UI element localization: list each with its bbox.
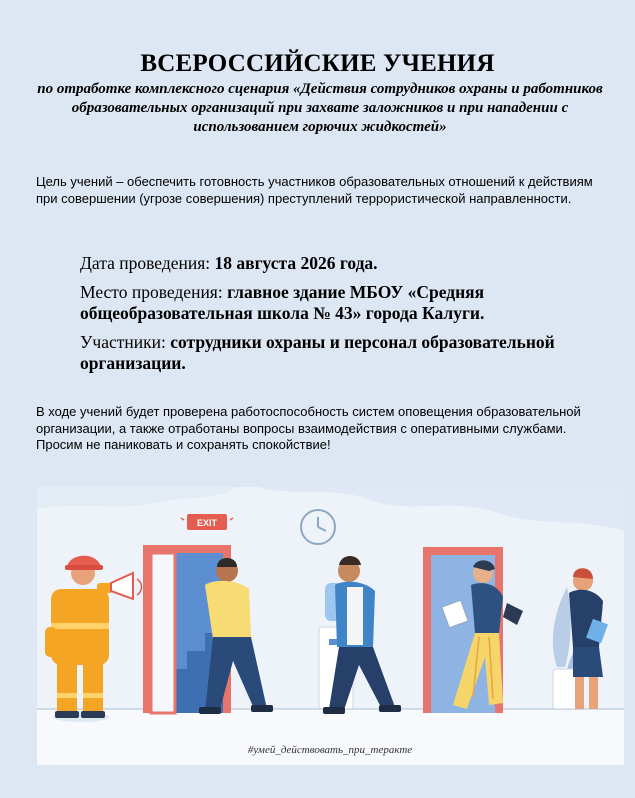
participants-value: сотрудники охраны и персонал образовательной организации.: [80, 332, 555, 373]
goal-paragraph: Цель учений – обеспечить готовность участников образовательных отношений к действиям при совершении (угрозе совершения) преступлений террористической направленности.: [36, 174, 593, 206]
place-line: [80, 282, 620, 324]
page-subtitle: по отработке комплексного сценария «Действия сотрудников охраны и работников образовательных организаций при захвате заложников и при нападении с использованием горючих жидкостей»: [37, 81, 603, 135]
date-label: Дата проведения:: [80, 253, 215, 273]
date-value: 18 августа 2026 года.: [214, 253, 378, 273]
page-title: ВСЕРОССИЙСКИЕ УЧЕНИЯ: [140, 50, 495, 77]
evacuation-scene: [37, 487, 624, 765]
exit-sign-label: EXIT: [196, 518, 218, 528]
place-value: главное здание МБОУ «Средняя общеобразовательная школа № 43» города Калуги.: [80, 282, 485, 323]
hashtag-text: #умей_действовать_при_теракте: [247, 744, 413, 756]
wall-clock-icon: [301, 510, 335, 544]
participants-line: [80, 332, 620, 374]
place-label: Место проведения:: [80, 282, 228, 302]
date-line: [80, 253, 620, 274]
floor: [37, 709, 624, 765]
note-paragraph: В ходе учений будет проверена работоспособность систем оповещения образовательной организации, а также отработаны вопросы взаимодействия с оперативными службами. Просим не паниковать и сохранять спокойствие!: [36, 404, 581, 452]
participants-label: Участники:: [80, 332, 171, 352]
evacuation-illustration: [37, 487, 624, 765]
exit-sign: [181, 514, 233, 530]
